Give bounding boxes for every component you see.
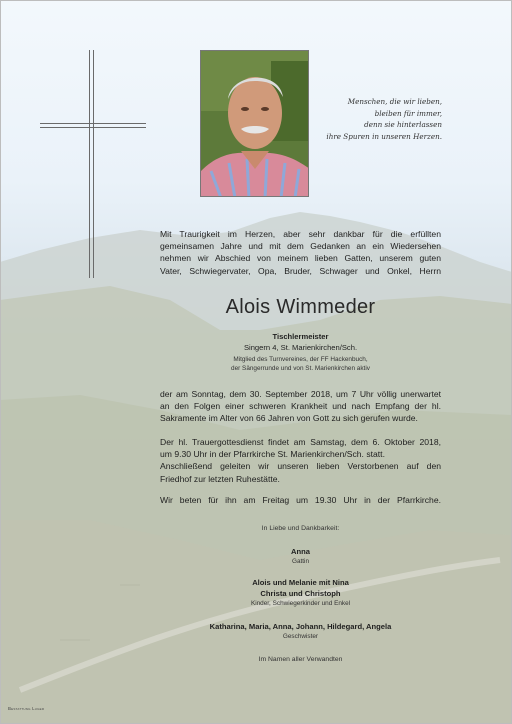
- death-notice-line: an den Folgen einer schweren Krankheit und nach Empfang der hl.: [160, 401, 441, 412]
- memorial-quote: [324, 96, 442, 142]
- intro-paragraph: [160, 228, 441, 277]
- closing-line: Im Namen aller Verwandten: [258, 656, 343, 663]
- portrait-photo: [200, 50, 309, 197]
- funeral-home-brand: Bestattung Luger: [8, 706, 45, 711]
- intro-line: nehmen wir Abschied von meinem lieben Gatten, unserem guten: [160, 253, 441, 264]
- intro-line: gemeinsamen Jahre und mit dem Gedanken an ein Wiedersehen: [160, 241, 441, 252]
- intro-line: Vater, Schwiegervater, Opa, Bruder, Schwager und Onkel, Herrn: [160, 265, 441, 276]
- cross-symbol-vertical: [89, 50, 94, 278]
- children-names-line: Christa und Christoph: [260, 589, 341, 598]
- siblings-names: Katharina, Maria, Anna, Johann, Hildegard, Angela: [209, 622, 392, 631]
- quote-line: denn sie hinterlassen: [364, 120, 442, 129]
- intro-line: Mit Traurigkeit im Herzen, aber sehr dankbar für die erfüllten: [160, 229, 441, 239]
- quote-line: bleiben für immer,: [374, 108, 442, 118]
- service-line: Friedhof zur letzten Ruhestätte.: [160, 473, 280, 484]
- death-notice-line: der am Sonntag, dem 30. September 2018, um 7 Uhr völlig unerwartet: [160, 389, 441, 399]
- deceased-address: Singern 4, St. Marienkirchen/Sch.: [243, 343, 358, 352]
- spouse-name: Anna: [291, 547, 310, 556]
- children-role: Kinder, Schwiegerkinder und Enkel: [250, 600, 351, 607]
- children-names-line: Alois und Melanie mit Nina: [252, 578, 349, 587]
- prayer-line: Wir beten für ihn am Freitag um 19.30 Uhr in der Pfarrkirche.: [160, 495, 441, 505]
- spouse-role: Gattin: [291, 558, 310, 565]
- deceased-membership-line: Mitglied des Turnvereines, der FF Hackenbuch,: [233, 356, 368, 363]
- mourners-intro: In Liebe und Dankbarkeit:: [261, 525, 340, 532]
- death-notice-line: Sakramente im Alter von 66 Jahren von Gott zu sich gerufen wurde.: [160, 413, 418, 424]
- deceased-membership-line: der Sängerrunde und von St. Marienkirchen aktiv: [231, 365, 370, 372]
- service-line: Anschließend geleiten wir unseren lieben Verstorbenen auf den: [160, 461, 441, 472]
- prayer-paragraph: [160, 494, 441, 506]
- deceased-name: Alois Wimmeder: [225, 296, 376, 318]
- quote-line: Menschen, die wir lieben,: [347, 97, 442, 106]
- service-line: um 9.30 Uhr in der Pfarrkirche St. Marienkirchen/Sch. statt.: [160, 449, 385, 460]
- siblings-role: Geschwister: [282, 633, 319, 640]
- service-paragraph: [160, 436, 441, 485]
- death-notice-paragraph: [160, 388, 441, 425]
- service-line: Der hl. Trauergottesdienst findet am Samstag, dem 6. Oktober 2018,: [160, 437, 441, 447]
- deceased-title: Tischlermeister: [272, 332, 329, 341]
- cross-symbol-horizontal: [40, 123, 146, 128]
- quote-line: ihre Spuren in unseren Herzen.: [326, 131, 442, 141]
